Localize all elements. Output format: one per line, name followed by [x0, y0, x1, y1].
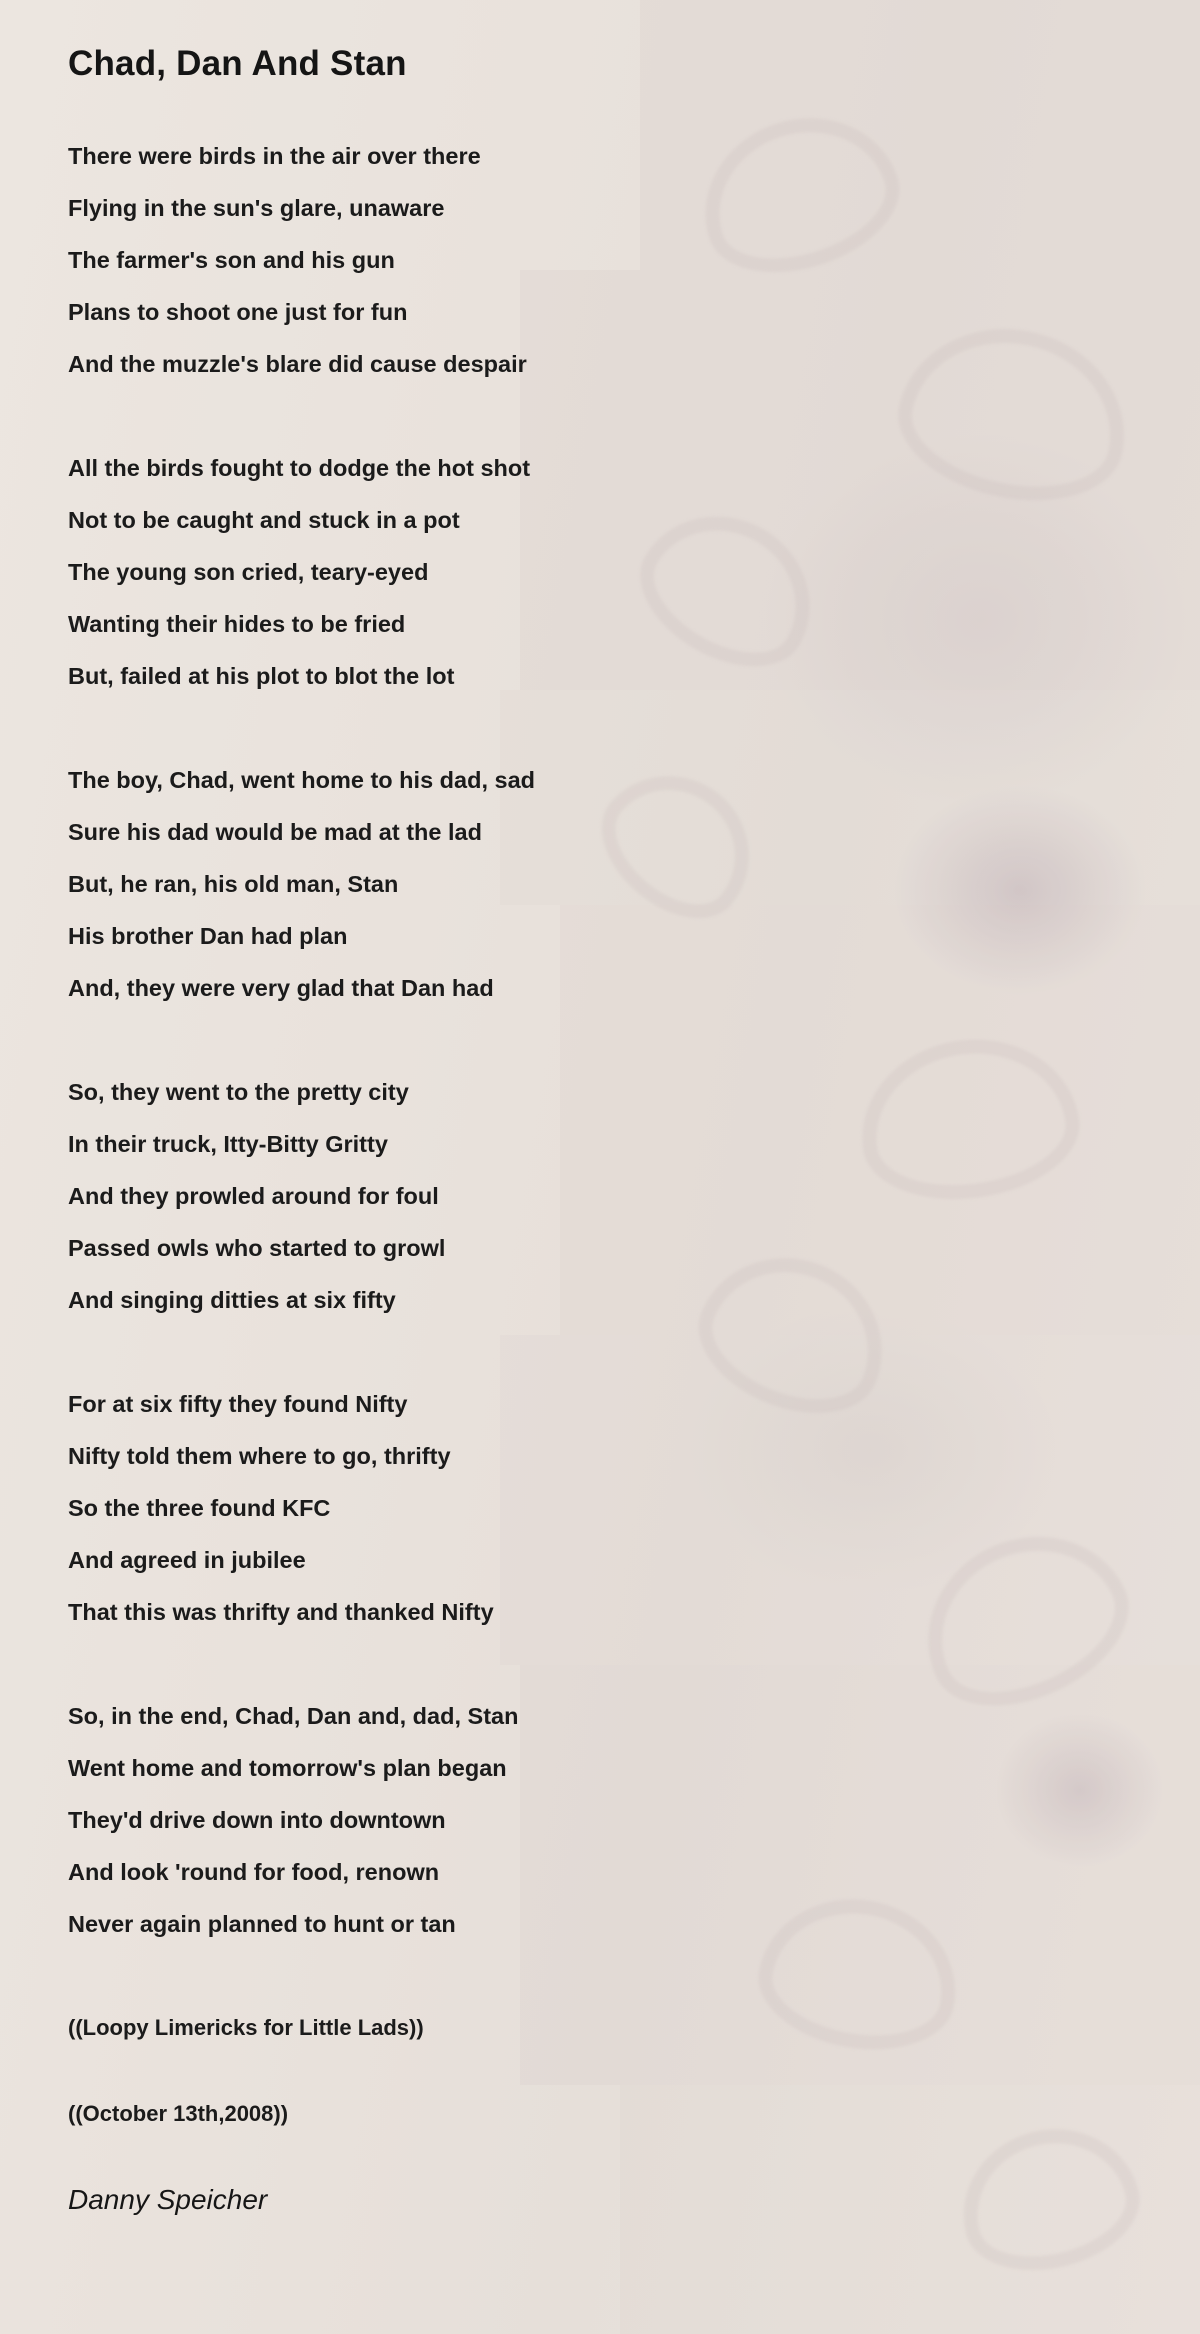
poem-line: The young son cried, teary-eyed: [68, 559, 429, 585]
page-title: Chad, Dan And Stan: [68, 44, 407, 83]
poem-line: For at six fifty they found Nifty: [68, 1391, 408, 1417]
poem-line: And singing ditties at six fifty: [68, 1287, 396, 1313]
poem-line: And look 'round for food, renown: [68, 1859, 440, 1885]
poem-line: They'd drive down into downtown: [68, 1807, 446, 1833]
poem-line: So, in the end, Chad, Dan and, dad, Stan: [68, 1703, 519, 1729]
poem-line: All the birds fought to dodge the hot shot: [68, 455, 531, 481]
poem-line: Not to be caught and stuck in a pot: [68, 507, 460, 533]
poem-line: And agreed in jubilee: [68, 1547, 306, 1573]
poem-stanza: [68, 442, 1160, 702]
collection-note: ((Loopy Limericks for Little Lads)): [68, 2015, 424, 2040]
poem-line: Nifty told them where to go, thrifty: [68, 1443, 451, 1469]
poem-line: Went home and tomorrow's plan began: [68, 1755, 507, 1781]
poem-line: There were birds in the air over there: [68, 143, 481, 169]
poem-line: And they prowled around for foul: [68, 1183, 439, 1209]
poem-line: His brother Dan had plan: [68, 923, 348, 949]
poem-line: So the three found KFC: [68, 1495, 331, 1521]
poem-stanza: [68, 1378, 1160, 1638]
poem-line: The farmer's son and his gun: [68, 247, 395, 273]
poem-stanza: [68, 1066, 1160, 1326]
poem-line: And the muzzle's blare did cause despair: [68, 351, 527, 377]
poem-line: Plans to shoot one just for fun: [68, 299, 408, 325]
poem-line: Wanting their hides to be fried: [68, 611, 406, 637]
poem-stanza: [68, 1690, 1160, 1950]
poem-stanza: [68, 754, 1160, 1014]
poem-line: So, they went to the pretty city: [68, 1079, 409, 1105]
poem-line: That this was thrifty and thanked Nifty: [68, 1599, 494, 1625]
poem-line: And, they were very glad that Dan had: [68, 975, 494, 1001]
poem-line: But, failed at his plot to blot the lot: [68, 663, 455, 689]
author-name: Danny Speicher: [68, 2184, 268, 2215]
poem-line: Sure his dad would be mad at the lad: [68, 819, 482, 845]
poem-line: Passed owls who started to growl: [68, 1235, 446, 1261]
poem-line: In their truck, Itty-Bitty Gritty: [68, 1131, 388, 1157]
poem-line: Never again planned to hunt or tan: [68, 1911, 456, 1937]
poem-line: But, he ran, his old man, Stan: [68, 871, 399, 897]
poem-stanza: [68, 130, 1160, 390]
poem-line: Flying in the sun's glare, unaware: [68, 195, 445, 221]
date-note: ((October 13th,2008)): [68, 2101, 289, 2126]
poem-line: The boy, Chad, went home to his dad, sad: [68, 767, 535, 793]
